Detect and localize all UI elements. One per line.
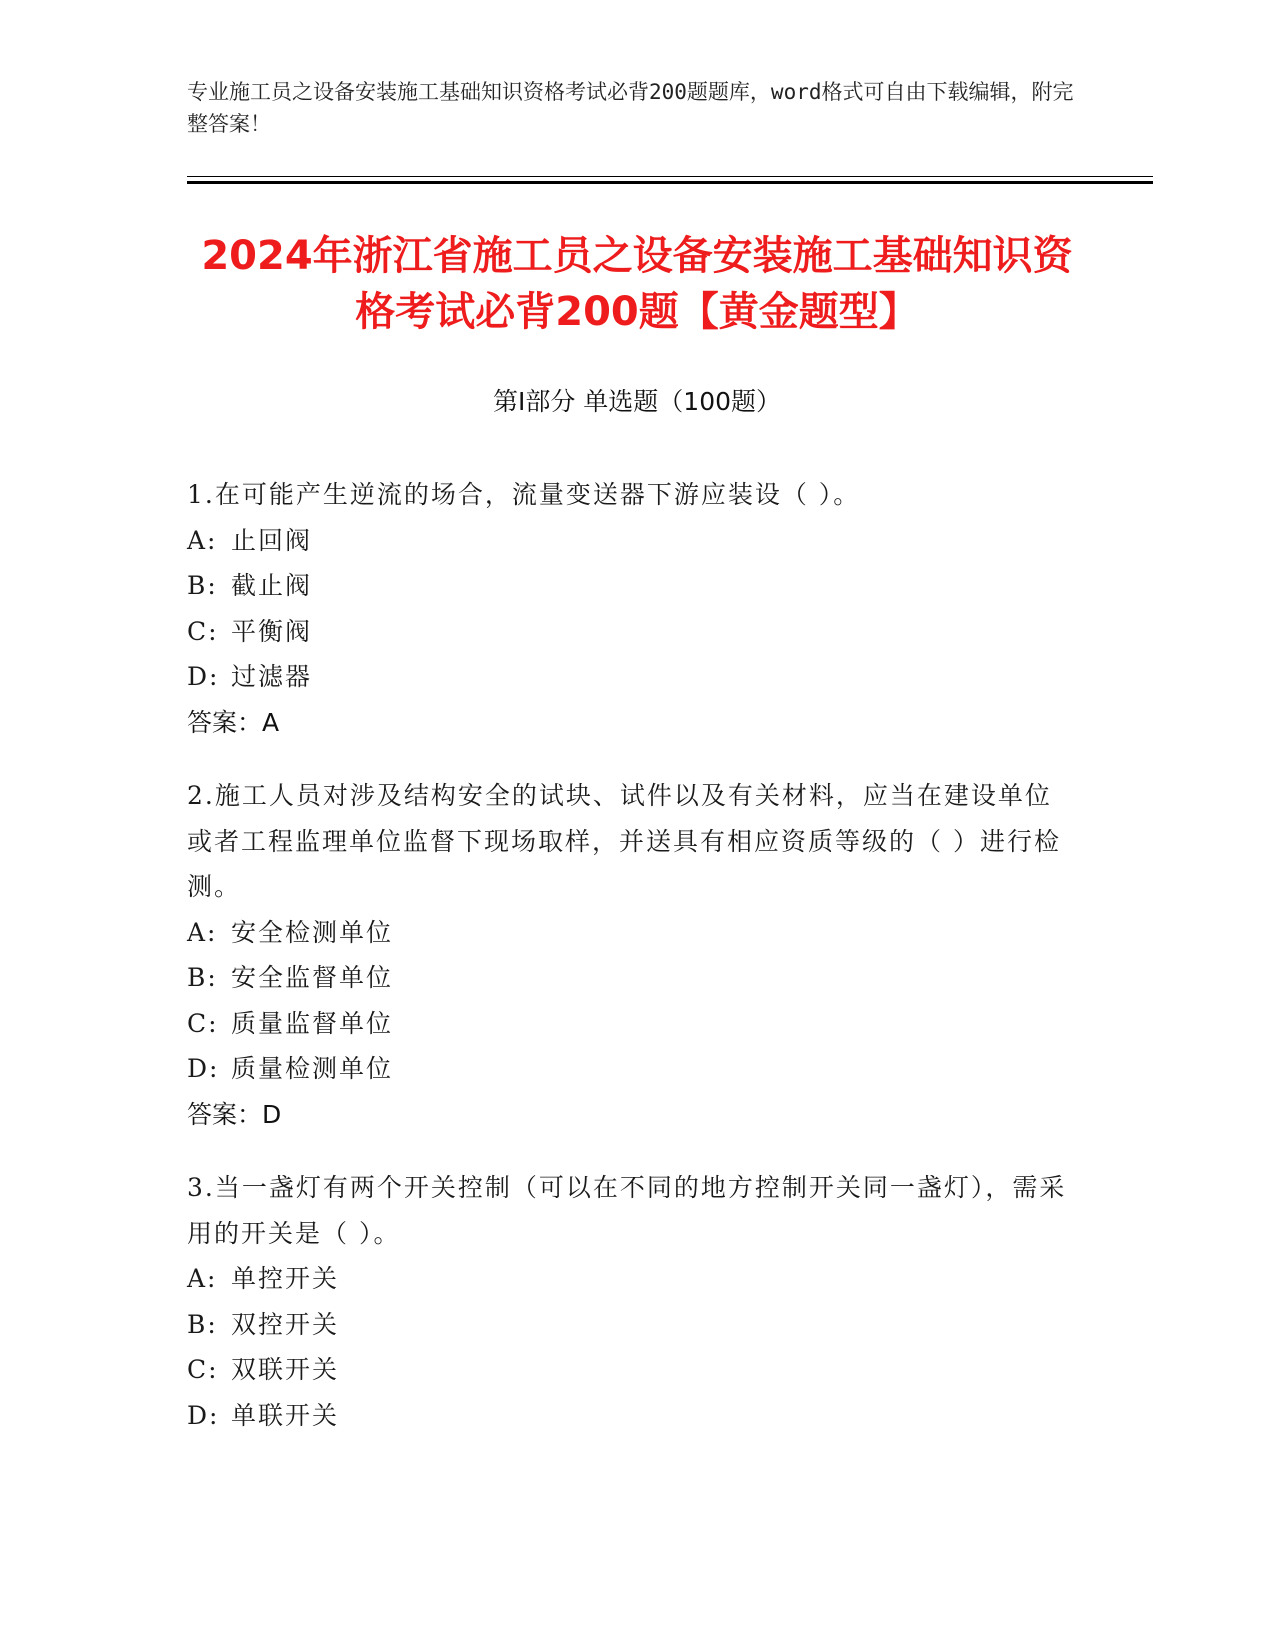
option-c [187,1347,1067,1393]
option-text: 质量检测单位 [231,1054,394,1083]
header-note: 专业施工员之设备安装施工基础知识资格考试必背200题题库，word格式可自由下载编辑，附完整答案！ [187,80,1074,136]
option-text: 质量监督单位 [231,1008,394,1038]
option-letter: B: [187,963,218,992]
option-letter: A: [187,917,218,947]
answer: 答案：A [187,707,280,737]
option-text: 双联开关 [231,1355,340,1384]
option-text: 过滤器 [231,662,313,691]
option-text: 单控开关 [231,1264,340,1293]
option-a [187,518,1067,564]
option-d [187,654,1067,700]
option-c [187,1001,1067,1047]
document-title: 2024年浙江省施工员之设备安装施工基础知识资格考试必背200题【黄金题型】 [201,233,1073,335]
option-letter: D: [187,662,220,691]
option-text: 平衡阀 [231,616,313,646]
option-letter: A: [187,1264,218,1293]
header-divider-thin [187,176,1153,177]
section-heading: 第Ⅰ部分 单选题（100题） [492,387,782,416]
question-stem: 2.施工人员对涉及结构安全的试块、试件以及有关材料，应当在建设单位或者工程监理单位监督下现场取样，并送具有相应资质等级的（ ）进行检测。 [187,781,1061,901]
option-d [187,1393,1067,1439]
option-text: 安全监督单位 [231,963,394,992]
answer: 答案：D [187,1099,282,1129]
option-text: 单联开关 [231,1400,340,1430]
option-letter: D: [187,1400,220,1430]
option-c [187,609,1067,655]
option-b [187,563,1067,609]
option-letter: C: [187,1008,219,1038]
question-1 [187,472,1067,745]
option-a [187,910,1067,956]
option-text: 安全检测单位 [231,917,394,947]
header-divider-thick [187,181,1153,184]
option-a [187,1256,1067,1302]
question-list [187,472,1067,1466]
option-d [187,1046,1067,1092]
option-letter: B: [187,571,218,600]
option-b [187,1302,1067,1348]
option-text: 截止阀 [231,571,313,600]
option-letter: C: [187,616,219,646]
option-letter: C: [187,1355,219,1384]
option-letter: A: [187,525,218,555]
question-stem: 1.在可能产生逆流的场合，流量变送器下游应装设（ ）。 [187,480,861,509]
option-text: 止回阀 [231,525,313,555]
option-b [187,955,1067,1001]
option-text: 双控开关 [231,1309,340,1339]
question-3 [187,1165,1067,1438]
question-2 [187,773,1067,1137]
option-letter: D: [187,1054,220,1083]
question-stem: 3.当一盏灯有两个开关控制（可以在不同的地方控制开关同一盏灯），需采用的开关是（ ）。 [187,1173,1067,1248]
option-letter: B: [187,1309,218,1339]
